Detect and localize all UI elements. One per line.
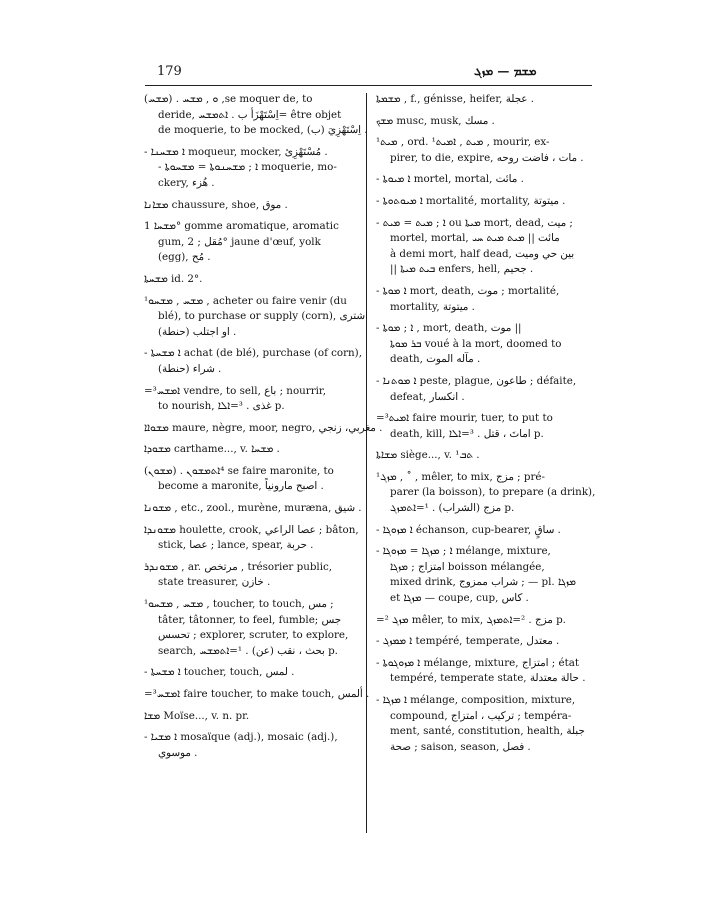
header-rule [145,85,592,86]
column-divider [366,93,367,833]
dictionary-entry [376,693,594,755]
entry-line: =² ܡܙܓ mêler, to mix, مزج . ²=ܐܬܡܙܓ p. [376,613,566,626]
entry-line: - ܐ ܡܡܙܓ tempéré, temperate, معتدل . [376,635,560,648]
right-column [376,92,594,761]
entry-line: - ܐ ; ܡܘܬܐ , mort, death, موت || [376,322,522,335]
entry-line: ܡܫܘܐܐ maure, nègre, moor, negro, مغربي، زنجي . [144,421,383,434]
dictionary-entry [376,374,594,405]
dictionary-entry [376,284,594,315]
dictionary-entry [144,687,370,703]
entry-line: - ܐ ; ܡܝܬ = ܡܝܬ ou ܡܝܬܐ mort, dead, ميت ; [376,216,573,229]
entry-line: - ܐ ܡܝܘܬܐ mortel, mortal, مائت . [376,173,524,186]
dictionary-entry [144,523,359,554]
entry-line: tâter, tâtonner, to feel, fumble; جس [158,613,342,626]
entry-line: ܒܪ ܡܘܬܐ voué à la mort, doomed to [390,337,562,350]
dictionary-entry [144,665,359,681]
dictionary-entry [376,194,594,210]
entry-line: mortel, mortal, مائت || ܡܝܬ ܡܝܬ ܚܝ [390,232,560,245]
entry-line: ܡܫܘܢܕܪ , ar. مرتخص , trésorier public, [144,560,333,573]
entry-line: parer (la boisson), to prepare (a drink), [390,486,596,499]
dictionary-entry [144,346,362,377]
entry-line: - ܐ ܡܘܬܢܐ peste, plague, طاعون ; défaite, [376,374,577,387]
entry-line: ܡܫܐ Moïse..., v. n. pr. [144,709,250,722]
entry-line: ܡܫܚܬܐ id. 2°. [144,272,203,285]
dictionary-entry [376,114,594,130]
entry-line: ¹ܡܫܚ , ܡܫܚܘ , acheter ou faire venir (du [144,294,347,307]
dictionary-entry [144,421,383,437]
dictionary-entry [144,560,359,591]
dictionary-entry [144,145,359,192]
entry-line: - ܐ ܡܙܘܓܐ échanson, cup-bearer, ساقٍ . [376,523,561,536]
entry-line: - ܐ ܡܝܘܬܘܬܐ mortalité, mortality, ميتوتة . [376,194,566,207]
dictionary-entry [376,448,594,464]
entry-line: defeat, انكسار . [390,390,465,403]
dictionary-entry [144,709,359,725]
entry-line: - ܐ ܡܘܬܐ mort, death, موت ; mortalité, [376,284,560,297]
entry-line: صحة ; saison, season, فصل . [390,740,531,753]
entry-line: gum, مُقل ; 2° jaune d'œuf, yolk [158,235,321,248]
dictionary-entry [376,321,594,368]
entry-line: ment, santé, constitution, health, جبلة [390,725,585,738]
left-column [144,92,383,767]
dictionary-entry [376,92,594,108]
dictionary-entry [376,411,594,442]
dictionary-entry [376,523,594,539]
entry-line: blé), to purchase or supply (corn), اشترى [158,310,368,323]
entry-line: (ܡܫܘܢ) . ⁴ܐܬܡܫܘܢ se faire maronite, to [144,464,334,477]
dictionary-entry [376,470,594,517]
entry-line: (ܡܫܚ) . ܘ , ܡܫܚ ,se moquer de, to [144,93,313,105]
entry-line: تحسس ; explorer, scruter, to explore, [158,629,349,642]
entry-line: شراء (حنطة) . [158,362,222,375]
entry-line: - ܐ ; ܡܫܚܢܘܬܐ = ܡܫܚܘܬܐ moquerie, mo- [158,161,337,174]
dictionary-entry [144,464,359,495]
dictionary-entry [144,442,359,458]
dictionary-entry [144,198,359,214]
entry-line: ܡܫܘܢܐ , etc., zool., murène, muræna, شيق . [144,502,362,515]
dictionary-entry [144,501,362,517]
entry-line: deride, اِسْتَهْزَأ ب . ܐܬܡܫܚ= être objet [158,108,342,121]
entry-line: ܡܫܟ musc, musk, مسك . [376,114,495,127]
entry-line: ܡܫܚܐ 1° gomme aromatique, aromatic [144,220,339,233]
entry-line: - ܐ ܡܫܚܬܐ achat (de blé), purchase (of corn), [144,347,362,360]
entry-line: - ܐ ; ܡܙܓܐ = ܡܙܘܓܐ mélange, mixture, [376,545,551,558]
entry-line: - ܐ ܡܙܓܐ mélange, composition, mixture, [376,694,576,706]
entry-line: tempéré, temperate state, حالة معتدلة . [390,672,586,685]
entry-line: مزج (الشراب) . ¹=ܐܬܡܙܓ p. [390,502,515,515]
entry-line: ܡܫܐܢܐ chaussure, shoe, موق . [144,198,288,211]
entry-line: et ܡܙܓܐ — coupe, cup, كاس . [390,592,529,605]
dictionary-entry [376,544,594,606]
entry-line: ܡܫܘܕܐ carthame..., v. ܡܫܚܐ . [144,443,280,456]
entry-line: (egg), مُح . [158,251,211,264]
dictionary-entry [376,216,594,278]
entry-line: de moquerie, to be mocked, (ب) اِسْتَهْزِيَ . [158,124,368,137]
entry-line: - ܐ ܡܫܝܐ mosaïque (adj.), mosaic (adj.), [144,731,338,744]
entry-line: - ܐ ܡܫܚܬܐ toucher, touch, لمس . [144,666,295,679]
entry-line: امتزاج ; ܡܙܓܐ boisson mélangée, [390,560,545,573]
entry-line: à demi mort, half dead, بين حي وميت [390,247,575,260]
entry-line: - ܐ ܡܙܘܓܘܬܐ mélange, mixture, امتزاج ; état [376,656,580,669]
page-number: 179 [157,64,182,79]
entry-line: mortality, ميتوتة . [390,300,475,313]
entry-line: =³ܐܡܝܬ faire mourir, tuer, to put to [376,412,553,425]
dictionary-entry [376,613,594,629]
dictionary-entry [144,219,359,266]
entry-line: stick, عصا ; lance, spear, حربة . [158,539,314,552]
dictionary-entry [376,172,594,188]
entry-line: ¹ܡܝܬ , ord. ¹ܡܝܬ , ܐܡܝܬ , mourir, ex- [376,136,550,149]
entry-line: =³ܐܡܫܚ faire toucher, to make touch, ألمس . [144,688,370,700]
entry-line: death, kill, اماتَ ، قتل . ³=ܐܠܐ p. [390,427,544,440]
entry-line: mixed drink, شراب ممزوج ; — pl. ܡܙܓܐ [390,576,576,589]
entry-line: become a maronite, اصبح مارونياً . [158,480,324,493]
entry-line: ¹ܡܫܚ , ܡܫܚܘ , toucher, to touch, مس ; [144,598,334,611]
dictionary-entry [376,634,594,650]
entry-line: ckery, هُزء . [158,176,215,189]
dictionary-entry [144,384,359,415]
entry-line: state treasurer, خازن . [158,576,271,589]
dictionary-entry [376,135,594,166]
dictionary-entry [144,730,359,761]
entry-line: search, بحث ، نقب (عن) . ¹=ܐܬܡܫܚ p. [158,644,338,657]
dictionary-entry [144,294,368,341]
entry-line: - ܐ ܡܫܚܢܐ moqueur, mocker, مُسْتَهْزِئ . [144,145,328,158]
entry-line: ܡܫܘܢܕܐ houlette, crook, عصا الراعي ; bâton, [144,523,359,536]
entry-line: compound, تركيب ، امتزاج ; tempéra- [390,709,572,722]
entry-line: او اجتلب (حنطة) . [158,325,237,338]
dictionary-entry [144,597,359,659]
running-head: ܡܫܡ — ܡܙܓ [474,64,537,78]
entry-line: =³ܐܡܫܚ vendre, to sell, باع ; nourrir, [144,384,326,397]
entry-line: ܡܫܡܬܐ , f., génisse, heifer, عجلة . [376,93,534,105]
dictionary-entry [376,656,594,687]
entry-line: to nourish, غذى . ³=ܐܠܐ p. [158,400,285,413]
entry-line: موسوي . [158,746,198,759]
dictionary-entry [144,92,368,139]
entry-line: death, مآله الموت . [390,353,481,366]
dictionary-entry [144,272,359,288]
entry-line: ¹ܡܙܓ , ˚ , mêler, to mix, مزج ; pré- [376,470,545,483]
entry-line: pirer, to die, expire, مات ، فاضت روحه . [390,151,584,164]
entry-line: || ܒܝܬ ܡܝܬܐ enfers, hell, جحيم . [390,263,534,276]
entry-line: ܡܫܐܬܐ siège..., v. ¹ܬܒ . [376,449,480,462]
